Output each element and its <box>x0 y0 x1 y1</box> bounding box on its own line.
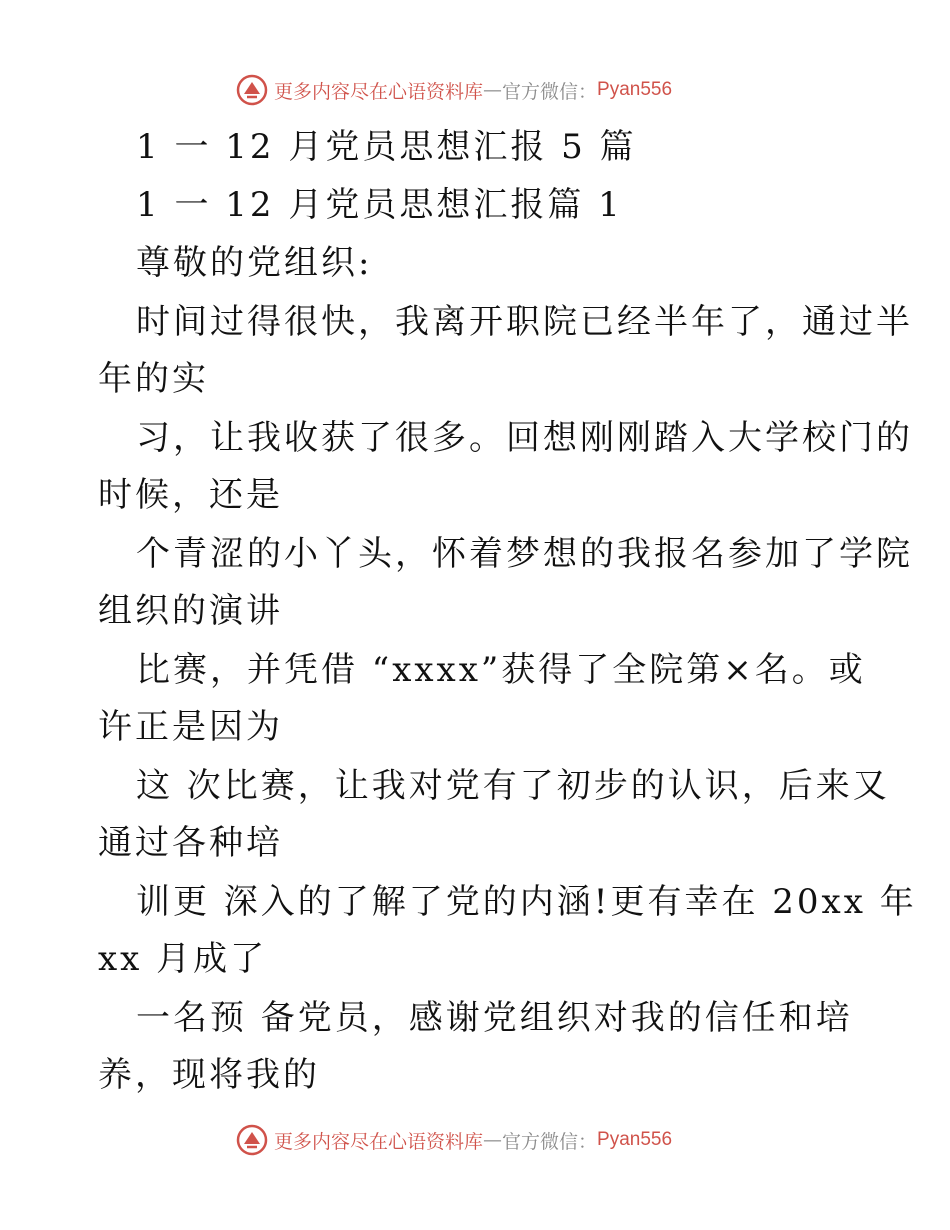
body-line: 时候，还是 <box>98 475 283 515</box>
book-logo-icon <box>236 74 268 106</box>
body-line: 养，现将我的 <box>98 1055 320 1095</box>
footer-banner <box>236 1122 716 1158</box>
banner-separator: — <box>483 79 503 101</box>
body-line: 组织的演讲 <box>98 591 283 631</box>
banner-wechat-id: Pyan556 <box>597 1129 673 1150</box>
body-line: 一名预 备党员，感谢党组织对我的信任和培 <box>136 998 853 1038</box>
header-banner <box>236 72 716 108</box>
book-logo-icon <box>236 1124 268 1156</box>
body-line: 个青涩的小丫头，怀着梦想的我报名参加了学院 <box>136 534 913 574</box>
banner-wechat-label: 官方微信： <box>502 1130 598 1153</box>
body-line: 通过各种培 <box>98 823 283 863</box>
banner-separator: — <box>483 1129 503 1151</box>
doc-title: 1 一 12 月党员思想汇报 5 篇 <box>136 127 637 167</box>
body-line: 比赛，并凭借 “xxxx”获得了全院第×名。或 <box>136 650 866 690</box>
body-line: 这 次比赛，让我对党有了初步的认识，后来又 <box>136 766 890 806</box>
body-line: 习，让我收获了很多。回想刚刚踏入大学校门的 <box>136 418 913 458</box>
banner-wechat-id: Pyan556 <box>597 79 673 100</box>
body-line: 年的实 <box>98 359 209 399</box>
body-line: 时间过得很快，我离开职院已经半年了，通过半 <box>136 302 913 342</box>
salutation: 尊敬的党组织: <box>136 243 373 283</box>
body-line: 许正是因为 <box>98 707 283 747</box>
doc-subtitle: 1 一 12 月党员思想汇报篇 1 <box>136 185 623 225</box>
banner-wechat-label: 官方微信： <box>502 80 598 103</box>
banner-title: 更多内容尽在心语资料库 <box>274 1130 484 1153</box>
body-line: 训更 深入的了解了党的内涵!更有幸在 20xx 年 <box>136 882 917 922</box>
body-line: xx 月成了 <box>98 939 268 979</box>
banner-title: 更多内容尽在心语资料库 <box>274 80 484 103</box>
